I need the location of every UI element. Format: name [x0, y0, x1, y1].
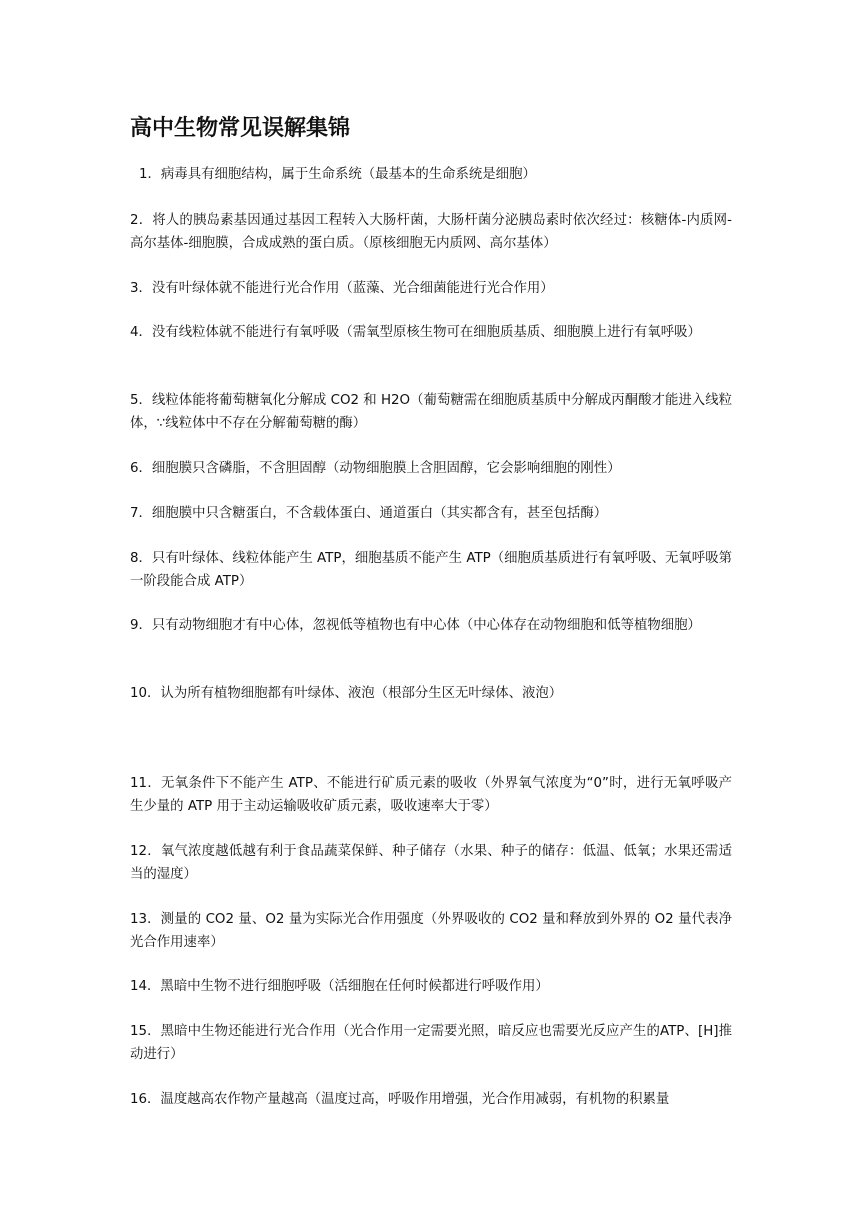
list-item-6: 6．细胞膜只含磷脂，不含胆固醇（动物细胞膜上含胆固醇，它会影响细胞的刚性） — [130, 461, 621, 476]
list-item-5: 5．线粒体能将葡萄糖氧化分解成 CO2 和 H2O（葡萄糖需在细胞质基质中分解成丙酮酸才能进入线粒体，∵线粒体中不存在分解葡萄糖的酶） — [130, 393, 732, 431]
document-title: 高中生物常见误解集锦 — [130, 116, 351, 141]
list-item-11: 11．无氧条件下不能产生 ATP、不能进行矿质元素的吸收（外界氧气浓度为“0”时，进行无氧呼吸产生少量的 ATP 用于主动运输吸收矿质元素，吸收速率大于零） — [130, 776, 732, 814]
list-item-7: 7．细胞膜中只含糖蛋白，不含载体蛋白、通道蛋白（其实都含有，甚至包括酶） — [130, 506, 608, 521]
list-item-1: 1．病毒具有细胞结构，属于生命系统（最基本的生命系统是细胞） — [139, 167, 536, 182]
list-item-2: 2．将人的胰岛素基因通过基因工程转入大肠杆菌，大肠杆菌分泌胰岛素时依次经过：核糖体-内质网-高尔基体-细胞膜，合成成熟的蛋白质。（原核细胞无内质网、高尔基体） — [130, 213, 732, 251]
list-item-8: 8．只有叶绿体、线粒体能产生 ATP，细胞基质不能产生 ATP（细胞质基质进行有氧呼吸、无氧呼吸第一阶段能合成 ATP） — [130, 551, 732, 589]
list-item-16: 16．温度越高农作物产量越高（温度过高，呼吸作用增强，光合作用减弱，有机物的积累量 — [130, 1092, 670, 1107]
list-item-9: 9．只有动物细胞才有中心体，忽视低等植物也有中心体（中心体存在动物细胞和低等植物细胞） — [130, 618, 701, 633]
list-item-4: 4．没有线粒体就不能进行有氧呼吸（需氧型原核生物可在细胞质基质、细胞膜上进行有氧呼吸） — [130, 325, 701, 340]
list-item-10: 10．认为所有植物细胞都有叶绿体、液泡（根部分生区无叶绿体、液泡） — [130, 686, 563, 701]
list-item-3: 3．没有叶绿体就不能进行光合作用（蓝藻、光合细菌能进行光合作用） — [130, 281, 554, 296]
list-item-12: 12．氧气浓度越低越有利于食品蔬菜保鲜、种子储存（水果、种子的储存：低温、低氧；水果还需适当的湿度） — [130, 844, 732, 882]
list-item-15: 15．黑暗中生物还能进行光合作用（光合作用一定需要光照，暗反应也需要光反应产生的ATP、[H]推动进行） — [130, 1024, 732, 1062]
list-item-14: 14．黑暗中生物不进行细胞呼吸（活细胞在任何时候都进行呼吸作用） — [130, 979, 549, 994]
list-item-13: 13．测量的 CO2 量、O2 量为实际光合作用强度（外界吸收的 CO2 量和释放到外界的 O2 量代表净光合作用速率） — [130, 912, 732, 950]
